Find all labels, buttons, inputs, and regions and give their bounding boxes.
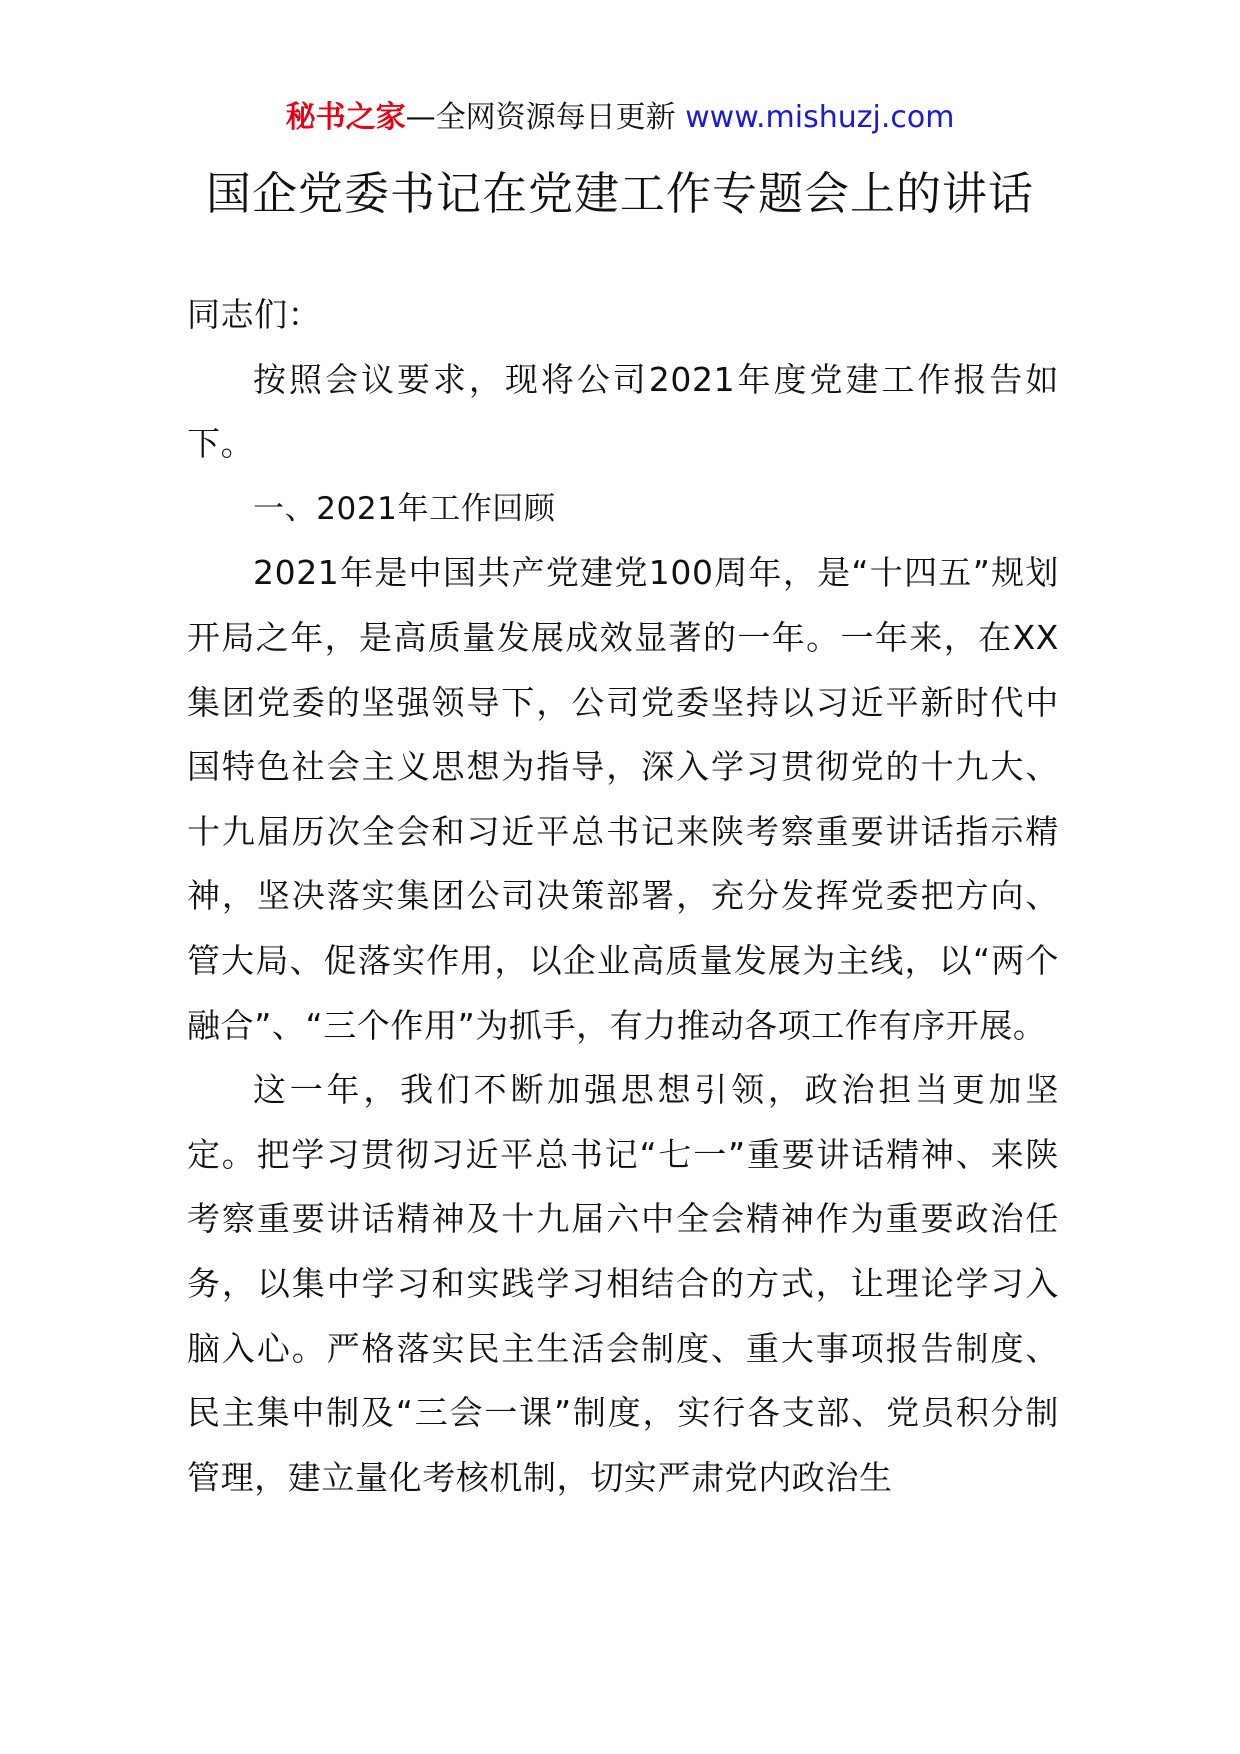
brand-name: 秘书之家 (285, 100, 406, 135)
body-paragraph: 2021年是中国共产党建党100周年，是“十四五”规划开局之年，是高质量发展成效显著的一年。一年来，在XX集团党委的坚强领导下，公司党委坚持以习近平新时代中国特色社会主义思想为指导，深入学习贯彻党的十九大、十九届历次全会和习近平总书记来陕考察重要讲话指示精神，坚决落实集团公司决策部署，充分发挥党委把方向、管大局、促落实作用，以企业高质量发展为主线，以“两个融合”、“三个作用”为抓手，有力推动各项工作有序开展。 (187, 553, 1059, 1045)
site-url-link[interactable]: www.mishuzj.com (685, 100, 955, 135)
intro-paragraph: 按照会议要求，现将公司2021年度党建工作报告如下。 (187, 359, 1059, 464)
document-body (187, 283, 1059, 1510)
document-title: 国企党委书记在党建工作专题会上的讲话 (205, 167, 1034, 220)
salutation: 同志们： (187, 295, 322, 334)
banner-tagline: —全网资源每日更新 (405, 100, 686, 135)
body-paragraph: 这一年，我们不断加强思想引领，政治担当更加坚定。把学习贯彻习近平总书记“七一”重要讲话精神、来陕考察重要讲话精神及十九届六中全会精神作为重要政治任务，以集中学习和实践学习相结合的方式，让理论学习入脑入心。严格落实民主生活会制度、重大事项报告制度、民主集中制及“三会一课”制度，实行各支部、党员积分制管理，建立量化考核机制，切实严肃党内政治生 (187, 1070, 1059, 1497)
site-banner (0, 98, 1240, 138)
section-heading: 一、2021年工作回顾 (253, 490, 556, 527)
